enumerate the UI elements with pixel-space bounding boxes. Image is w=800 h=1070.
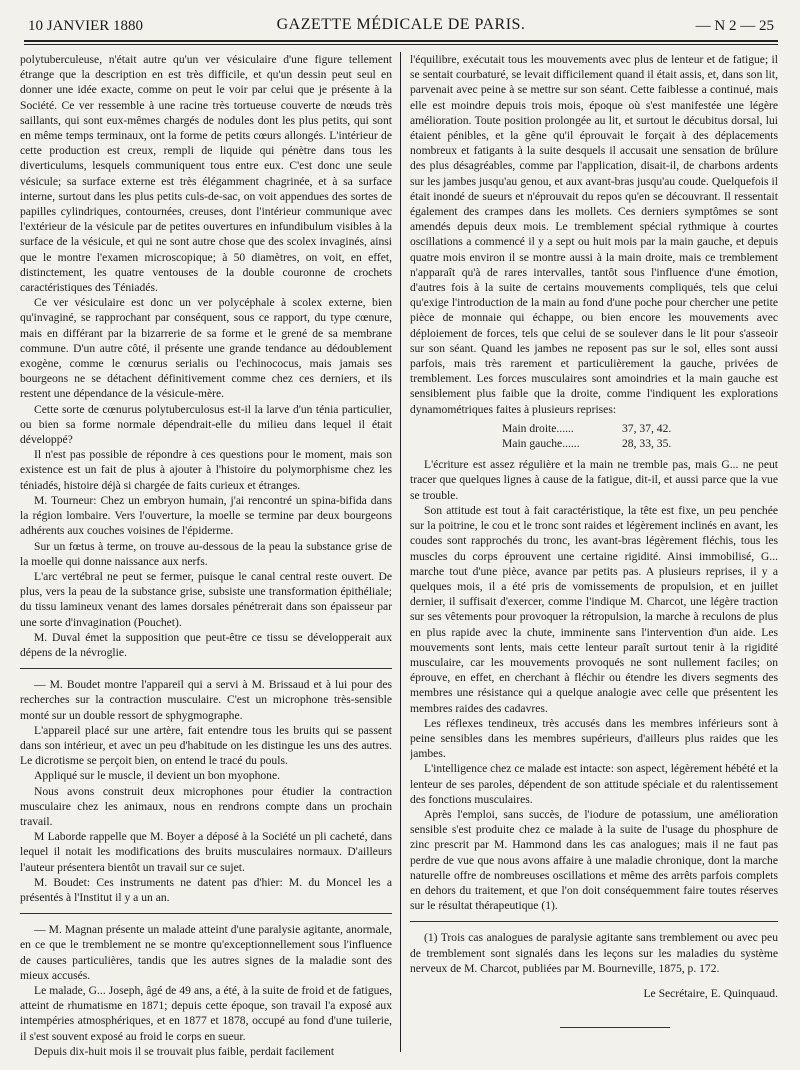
paragraph: M. Tourneur: Chez un embryon humain, j'ai rencontré un spina-bifida dans la région lombaire. Vers l'ouverture, la moelle se termine par deux bourgeons adhérents aux couches voisines de l'épiderme.: [20, 493, 392, 538]
header-date: 10 JANVIER 1880: [28, 18, 143, 34]
paragraph: Sur un fœtus à terme, on trouve au-dessous de la peau la substance grise de la moelle qui donne naissance aux nerfs.: [20, 539, 392, 568]
paragraph: Après l'emploi, sans succès, de l'iodure de potassium, une amélioration sensible s'est produite chez ce malade à la suite de l'usage du phosphure de zinc prescrit par M. Hammond dans les cas analogues; mais il ne faut pas perdre de vue que nous avons affaire à une maladie chronique, dont la marche naturelle offre de nombreuses oscillations et même des arrêts parfois complets en dehors du traitement, et que l'on doit conséquemment faire toutes réserves sur le résultat thérapeutique (1).: [410, 807, 778, 913]
section-rule: [20, 668, 392, 669]
right-column: [410, 52, 778, 1064]
header-issue: — N 2 — 25: [695, 18, 774, 34]
paragraph: Ce ver vésiculaire est donc un ver polycéphale à scolex externe, bien qu'invaginé, se rapprochant par conséquent, sous ce rapport, du type cœnure, mais en différant par la bizarrerie de sa forme et le grené de sa membrane commune. D'un autre côté, il présente une grande tendance au dédoublement exogène, comme le cœnurus serialis ou l'echinococus, mais jamais ses bourgeons ne se détachent définitivement comme chez ces derniers, et ils restent une dépendance de la vésicule-mère.: [20, 296, 392, 401]
paragraph: Les réflexes tendineux, très accusés dans les membres inférieurs sont à peine sensibles dans les membres supérieurs, d'ailleurs plus raides que les jambes.: [410, 716, 778, 761]
column-divider: [400, 52, 401, 1052]
table-row-values: 28, 33, 35.: [622, 437, 672, 451]
footnote: (1) Trois cas analogues de paralysie agitante sans tremblement ou avec peu de tremblement sont signalés dans les leçons sur les maladies du système nerveux de M. Charcot, publiées par M. Bourneville, 1875, p. 172.: [410, 931, 778, 975]
table-row: [502, 421, 778, 436]
paragraph: — M. Magnan présente un malade atteint d'une paralysie agitante, anormale, en ce que le tremblement ne se montre qu'exceptionnellement sous l'influence de causes particulières, tandis que les autres signes de la maladie sont des mieux accusés.: [20, 923, 392, 982]
table-row-label: Main droite......: [502, 421, 574, 435]
paragraph: l'équilibre, exécutait tous les mouvements avec plus de lenteur et de fatigue; il se sentait courbaturé, se levait difficilement quand il était assis, et, dans son lit, parvenait avec peine à se mettre sur son séant. Cette faiblesse a continué, mais elle est moindre depuis trois mois, époque où s'est manifestée une légère amélioration. Toute position prolongée au lit, et surtout le décubitus dorsal, lui étaient pénibles, et la gêne qu'il éprouvait le forçait à des déplacements nombreux et fatigants à la suite desquels il accusait une sensation de brûlure des plus désagréables, comme par l'application, disait-il, de charbons ardents sur les jambes jusqu'au genou, et aux avant-bras jusqu'au coude. Quelquefois il était inondé de sueurs et n'éprouvait du repos qu'en se découvrant. Il ressentait également des crampes dans les mollets. Ces derniers symptômes se sont amendés depuis deux mois. Le tremblement spécial rythmique à courtes oscillations a commencé il y a sept ou huit mois par la main gauche, et depuis quatre mois environ il se montre aussi à la main droite, mais ce tremblement n'apparaît qu'à de rares intervalles, tantôt sous l'influence d'une émotion, d'autres fois à la suite de certains mouvements compliqués, tels que celui qu'exige l'introduction de la main au fond d'une poche pour chercher une petite pièce de monnaie qui échappe, ou bien encore les mouvements avec déploiement de forces, tels que celui de se soulever dans le lit pour s'asseoir sur son séant. Quand les jambes ne reposent pas sur le sol, elles sont aussi parfois, mais très rarement et particulièrement la gauche, privées de tremblement. Les forces musculaires sont amoindries et la main gauche est sensiblement plus faible que la droite, comme l'indiquent les explorations dynamométriques faites à plusieurs reprises:: [410, 53, 778, 416]
paragraph: L'arc vertébral ne peut se fermer, puisque le canal central reste ouvert. De plus, vers la peau de la substance grise, subsiste une transformation épithéliale; du tissu lamineux venant des lames dorsales pénétrerait dans son épaisseur par une sorte d'invagination (Pouchet).: [20, 569, 392, 629]
table-row-values: 37, 37, 42.: [622, 421, 672, 435]
header-title: GAZETTE MÉDICALE DE PARIS.: [276, 16, 526, 33]
header-rule-thick: [24, 40, 778, 42]
header-rule-thin: [24, 44, 778, 45]
paragraph: M. Boudet: Ces instruments ne datent pas d'hier: M. du Moncel les a présentés à l'Institut il y a un an.: [20, 875, 392, 904]
paragraph: L'appareil placé sur une artère, fait entendre tous les bruits qui se passent dans son intérieur, et avec un peu d'habitude on les distingue les uns des autres. Le dicrotisme se perçoit bien, on entend le tracé du pouls.: [20, 723, 392, 768]
signature: Le Secrétaire, E. Quinquaud.: [643, 986, 778, 1000]
paragraph: Le malade, G... Joseph, âgé de 49 ans, a été, à la suite de froid et de fatigues, atteint de rhumatisme en 1871; depuis cette époque, son travail l'a exposé aux intempéries atmosphériques, et en 1877 et 1878, occupé au fond d'une tuilerie, il s'est souvent exposé au froid le corps en sueur.: [20, 983, 392, 1043]
paragraph: — M. Boudet montre l'appareil qui a servi à M. Brissaud et à lui pour des recherches sur la contraction musculaire. C'est un microphone très-sensible monté sur un double ressort de sphygmographe.: [20, 678, 392, 722]
page-header: [28, 16, 774, 40]
footnote-rule: [410, 921, 778, 922]
paragraph: M Laborde rappelle que M. Boyer a déposé à la Société un pli cacheté, dans lequel il notait les modifications des bruits musculaires normaux. D'ailleurs l'auteur présentera bientôt un travail sur ce sujet.: [20, 830, 392, 874]
table-row-label: Main gauche......: [502, 437, 580, 451]
paragraph: L'écriture est assez régulière et la main ne tremble pas, mais G... ne peut tracer que quelques lignes à cause de la fatigue, dit-il, et aussi parce que la vue se trouble.: [410, 458, 778, 502]
end-rule: [560, 1027, 670, 1028]
paragraph: Appliqué sur le muscle, il devient un bon myophone.: [34, 769, 281, 783]
paragraph: L'intelligence chez ce malade est intacte: son aspect, légèrement hébété et la lenteur de ses paroles, dépendent de son attitude spéciale et du ralentissement des fonctions musculaires.: [410, 762, 778, 806]
dynamometer-table: [502, 421, 778, 451]
paragraph: polytuberculeuse, n'était autre qu'un ver vésiculaire d'une figure tellement étrange que la description en est très difficile, et qu'un dessin peut seul en donner une idée exacte, comme on peut le voir par celui que je présente à la Société. Ce ver ressemble à une racine très tortueuse couverte de nœuds très saillants, qui sont eux-mêmes chargés de nodules dont les plus petits, qui sont en même temps terminaux, ont la forme de petits cœurs allongés. L'intérieur de cette production est creux, rempli de liquide qui pénètre dans tous les diverticulums, lesquels communiquent tous entre eux. C'est donc une seule vésicule; sa surface externe est très élégamment chagrinée, et à sa surface interne, surtout dans les plus petits culs-de-sac, on voit appendues des sortes de papilles cylindriques, contournées, creuses, dont l'intérieur communique avec l'extérieur de la vésicule par de petites ouvertures en infundibulum visibles à la surface de la vésicule, et qui ne sont autre chose que des scolex invaginés, ainsi que le montre l'examen microscopique; à 50 diamètres, on voit, en effet, distinctement, les quatre ventouses de la double couronne de crochets caractéristiques des Téniadés.: [20, 53, 392, 295]
paragraph: Nous avons construit deux microphones pour étudier la contraction musculaire chez les animaux, nous en rendrons compte dans un prochain travail.: [20, 784, 392, 828]
paragraph: Il n'est pas possible de répondre à ces questions pour le moment, mais son existence est un fait de plus à ajouter à l'histoire du polymorphisme chez les téniadés, histoire déjà si chargée de faits curieux et étranges.: [20, 448, 392, 492]
left-column: [20, 52, 392, 1064]
paragraph: Depuis dix-huit mois il se trouvait plus faible, perdait facilement: [34, 1044, 335, 1058]
table-row: [502, 436, 778, 451]
right-column-body: [410, 52, 778, 913]
paragraph: M. Duval émet la supposition que peut-être ce tissu se développerait aux dépens de la névroglie.: [20, 630, 392, 659]
section-rule: [20, 913, 392, 914]
paragraph: Cette sorte de cœnurus polytuberculosus est-il la larve d'un ténia particulier, ou bien sa forme normale dépendrait-elle du milieu dans lequel il était développé?: [20, 402, 392, 447]
paragraph: Son attitude est tout à fait caractéristique, la tête est fixe, un peu penchée sur la poitrine, le cou et le tronc sont raides et légèrement inclinés en avant, les coudes sont rapprochés du tronc, les avant-bras légèrement fléchis, tous les muscles du corps éprouvent une certaine rigidité. Ainsi immobilisé, G... marche tout d'une pièce, avance par petits pas. A plusieurs reprises, il y a quelques mois, il a été pris de vomissements de propulsion, et en juillet dernier, il suffisait d'exercer, comme l'indique M. Charcot, une légère traction sur ses vêtements pour provoquer la rétropulsion, la marche à reculons de plus en plus rapide avec la chute, imminente sans l'intervention d'un aide. Les mouvements sont lents, mais cette lenteur paraît surtout tenir à la rigidité musculaire, car les mouvements provoqués ne sont nullement faciles; on éprouve, en effet, en cherchant à fléchir ou étendre les divers segments des membres une résistance qui a quelque analogie avec celle que présentent les membres raides des cadavres.: [410, 503, 778, 715]
